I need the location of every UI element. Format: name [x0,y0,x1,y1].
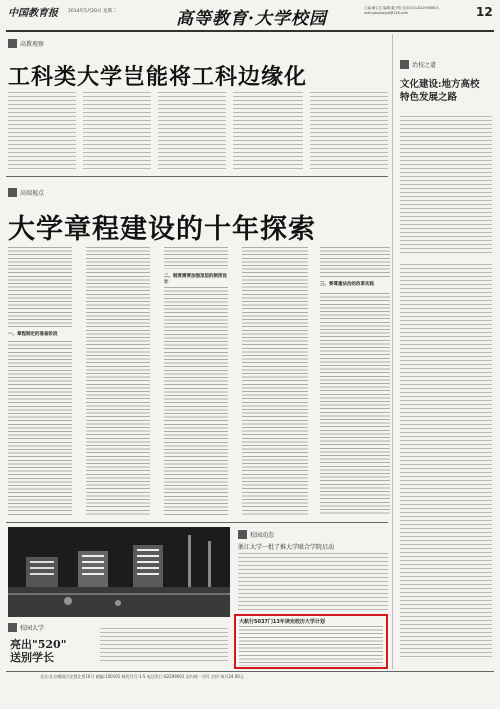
text-column [320,247,390,277]
feature-subhead: 一、章程制定的准备阶段 [8,332,58,337]
news-kicker [238,530,274,539]
text-column [164,287,228,515]
kicker-icon [238,530,247,539]
feature-subhead: 二、制度需要加强顶层的制度设计 [164,274,227,285]
footer-rule [6,671,494,672]
section-title: 高等教育·大学校园 [176,9,327,29]
feature-subhead: 三、要尊重法治的改革实践 [320,282,374,287]
text-column [8,247,72,327]
kicker-icon [8,39,17,48]
campus-night-photo [8,527,230,617]
news-headline: 浙江大学一批了推大学联合学院启动 [238,544,335,551]
highlight-text [239,626,383,666]
photo-title-line: 亮出"520" [10,638,67,651]
sidebar-headline-line: 特色发展之路 [400,92,458,103]
photo-kicker [8,623,44,632]
kicker-label: 校园动态 [250,532,275,539]
footer-text: 北京:北京朝阳区安慧北里16号 邮编:100101 邮发代号:1-5 电话发行:82299001 国内统一刊号 定价:每月24.00元 [40,674,244,679]
text-column [320,293,390,515]
issue-meta: 2014年5月20日 星期二 [68,9,117,14]
editor-info: 主编:储召生 编辑:董少校 电话:010-82296588 E-mail:gaojiaojyb@126.com [364,6,440,15]
page-number: 12 [476,5,493,19]
photo-caption-text [100,628,228,664]
kicker-label: 高教观察 [20,41,45,48]
paper-logo: 中国教育报 [8,8,58,19]
feature-body [8,247,390,517]
text-column [86,247,150,515]
kicker-icon [8,623,17,632]
highlight-title: 大航行5037门13年读完校历大学计划 [239,619,325,625]
sidebar-headline-line: 文化建设:地方高校 [400,79,480,90]
sidebar-divider [392,34,393,669]
kicker-label: 高端视点 [20,190,45,197]
top-story-headline: 工科类大学岂能将工科边缘化 [8,64,308,90]
photo-title-line: 送别学长 [10,651,54,664]
top-story-kicker [8,39,44,48]
feature-headline: 大学章程建设的十年探索 [8,214,316,245]
kicker-icon [400,60,409,69]
text-column [158,92,226,172]
photo-title [10,638,66,664]
kicker-icon [8,188,17,197]
sidebar-kicker [400,60,436,69]
photo-illustration [8,527,230,617]
sidebar-headline [400,78,480,104]
text-column [164,247,228,269]
masthead [0,0,500,30]
kicker-label: 校园大学 [20,625,45,632]
sidebar-text-a [400,116,492,256]
text-column [83,92,151,172]
text-column [8,92,76,172]
highlight-box [234,614,388,669]
section-rule [6,522,388,523]
news-body [238,553,388,610]
sidebar-text-b [400,264,492,659]
text-column [8,341,72,515]
feature-kicker [8,188,44,197]
masthead-rule [6,30,494,32]
text-column [233,92,303,172]
kicker-label: 治校之道 [412,62,437,69]
text-column [242,247,308,515]
section-rule [6,176,388,177]
top-story-body [8,92,388,172]
text-column [310,92,388,172]
